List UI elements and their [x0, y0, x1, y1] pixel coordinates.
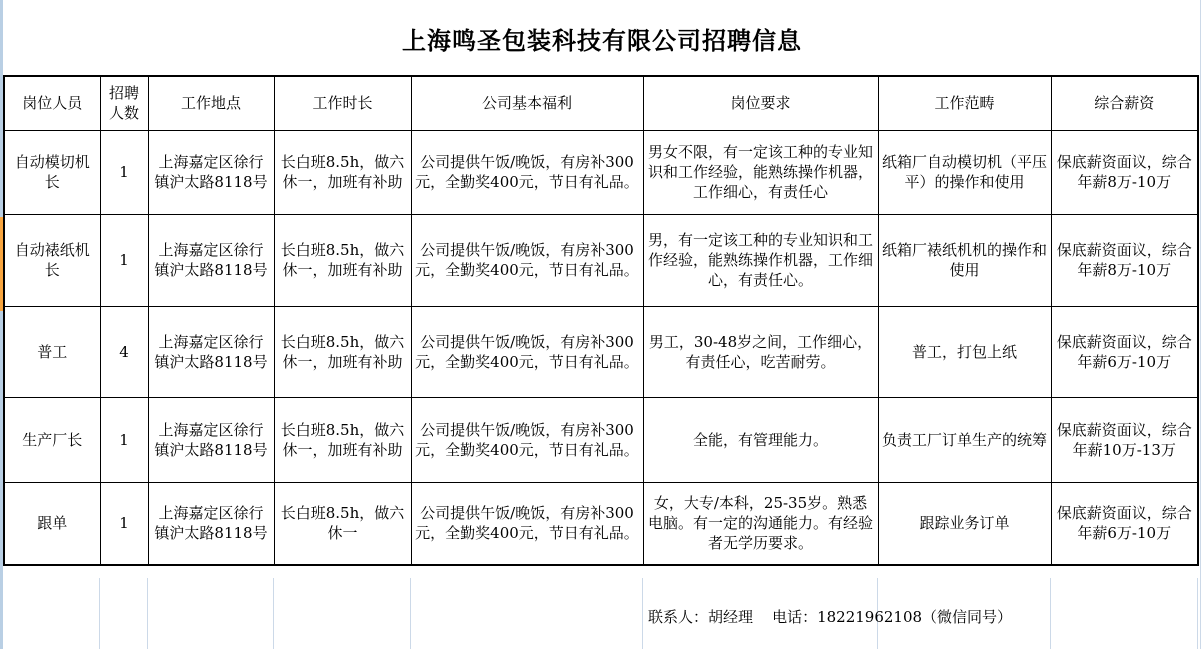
cell-scope[interactable]: 负责工厂订单生产的统筹 — [878, 397, 1051, 482]
cell-headcount[interactable]: 1 — [100, 214, 148, 306]
cell-salary[interactable]: 保底薪资面议，综合年薪8万-10万 — [1051, 130, 1198, 214]
cell-location[interactable]: 上海嘉定区徐行镇沪太路8118号 — [148, 397, 274, 482]
cell-location[interactable]: 上海嘉定区徐行镇沪太路8118号 — [148, 306, 274, 397]
cell-hours[interactable]: 长白班8.5h，做六休一，加班有补助 — [274, 397, 411, 482]
header-row — [4, 76, 1198, 130]
sheet-gridline-right — [1200, 0, 1201, 649]
cell-scope[interactable]: 跟踪业务订单 — [878, 482, 1051, 565]
contact-info[interactable]: 联系人：胡经理 电话：18221962108（微信同号） — [648, 608, 1013, 626]
cell-position[interactable]: 普工 — [4, 306, 100, 397]
column-header-location[interactable]: 工作地点 — [148, 76, 274, 130]
page-title: 上海鸣圣包装科技有限公司招聘信息 — [402, 26, 802, 55]
cell-hours[interactable]: 长白班8.5h，做六休一，加班有补助 — [274, 214, 411, 306]
table-row — [4, 397, 1198, 482]
cell-hours[interactable]: 长白班8.5h，做六休一，加班有补助 — [274, 306, 411, 397]
cell-salary[interactable]: 保底薪资面议，综合年薪10万-13万 — [1051, 397, 1198, 482]
column-header-salary[interactable]: 综合薪资 — [1051, 76, 1198, 130]
cell-salary[interactable]: 保底薪资面议，综合年薪6万-10万 — [1051, 482, 1198, 565]
cell-scope[interactable]: 纸箱厂自动模切机（平压平）的操作和使用 — [878, 130, 1051, 214]
cell-location[interactable]: 上海嘉定区徐行镇沪太路8118号 — [148, 214, 274, 306]
column-header-benefits[interactable]: 公司基本福利 — [411, 76, 643, 130]
table-row — [4, 306, 1198, 397]
cell-salary[interactable]: 保底薪资面议，综合年薪6万-10万 — [1051, 306, 1198, 397]
cell-scope[interactable]: 纸箱厂裱纸机机的操作和使用 — [878, 214, 1051, 306]
cell-location[interactable]: 上海嘉定区徐行镇沪太路8118号 — [148, 482, 274, 565]
cell-position[interactable]: 生产厂长 — [4, 397, 100, 482]
column-header-hours[interactable]: 工作时长 — [274, 76, 411, 130]
cell-scope[interactable]: 普工，打包上纸 — [878, 306, 1051, 397]
cell-position[interactable]: 自动裱纸机长 — [4, 214, 100, 306]
column-header-position[interactable]: 岗位人员 — [4, 76, 100, 130]
cell-requirements[interactable]: 男工，30-48岁之间，工作细心，有责任心，吃苦耐劳。 — [643, 306, 878, 397]
cell-requirements[interactable]: 全能，有管理能力。 — [643, 397, 878, 482]
recruitment-table — [3, 75, 1199, 566]
cell-location[interactable]: 上海嘉定区徐行镇沪太路8118号 — [148, 130, 274, 214]
column-header-headcount[interactable]: 招聘人数 — [100, 76, 148, 130]
cell-benefits[interactable]: 公司提供午饭/晚饭，有房补300元，全勤奖400元，节日有礼品。 — [411, 214, 643, 306]
cell-requirements[interactable]: 男女不限，有一定该工种的专业知识和工作经验，能熟练操作机器，工作细心，有责任心 — [643, 130, 878, 214]
cell-benefits[interactable]: 公司提供午饭/晚饭，有房补300元，全勤奖400元，节日有礼品。 — [411, 130, 643, 214]
column-header-requirements[interactable]: 岗位要求 — [643, 76, 878, 130]
cell-requirements[interactable]: 男，有一定该工种的专业知识和工作经验，能熟练操作机器，工作细心，有责任心。 — [643, 214, 878, 306]
cell-benefits[interactable]: 公司提供午饭/晚饭，有房补300元，全勤奖400元，节日有礼品。 — [411, 306, 643, 397]
footer-gridline — [410, 578, 411, 649]
footer-gridline — [99, 578, 100, 649]
table-row — [4, 130, 1198, 214]
footer-gridline — [1050, 578, 1051, 649]
cell-headcount[interactable]: 4 — [100, 306, 148, 397]
footer-gridline — [642, 578, 643, 649]
table-row — [4, 214, 1198, 306]
cell-position[interactable]: 跟单 — [4, 482, 100, 565]
cell-hours[interactable]: 长白班8.5h，做六休一 — [274, 482, 411, 565]
cell-position[interactable]: 自动模切机长 — [4, 130, 100, 214]
cell-headcount[interactable]: 1 — [100, 397, 148, 482]
cell-headcount[interactable]: 1 — [100, 482, 148, 565]
column-header-scope[interactable]: 工作范畴 — [878, 76, 1051, 130]
cell-hours[interactable]: 长白班8.5h，做六休一，加班有补助 — [274, 130, 411, 214]
footer-gridline — [1197, 578, 1198, 649]
footer-gridline — [147, 578, 148, 649]
table-row — [4, 482, 1198, 565]
cell-headcount[interactable]: 1 — [100, 130, 148, 214]
cell-salary[interactable]: 保底薪资面议，综合年薪8万-10万 — [1051, 214, 1198, 306]
cell-requirements[interactable]: 女，大专/本科，25-35岁。熟悉电脑。有一定的沟通能力。有经验者无学历要求。 — [643, 482, 878, 565]
cell-benefits[interactable]: 公司提供午饭/晚饭，有房补300元，全勤奖400元，节日有礼品。 — [411, 397, 643, 482]
footer-gridline — [273, 578, 274, 649]
cell-benefits[interactable]: 公司提供午饭/晚饭，有房补300元，全勤奖400元，节日有礼品。 — [411, 482, 643, 565]
